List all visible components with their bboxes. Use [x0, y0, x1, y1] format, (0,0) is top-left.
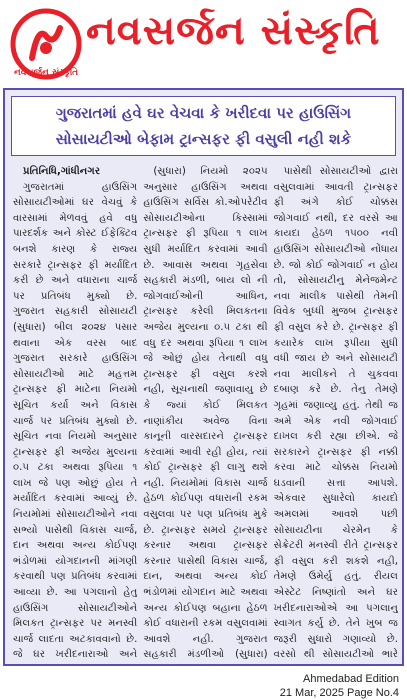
news-article — [3, 88, 404, 666]
article-column-3-text: પાસેથી સોસાયટીઓ દ્વારા વસુલવામાં આવતી ટ્રાન્સફર ફી અંગે કોઈ ચોક્કસ જોગવાઈ નથી, દર વરસે આ કાયદા હેઠળ ૧૫૦૦ નવી હાઉસિંગ સોસાયટીઓ નોંધાય છે. જો કોઈ જોગવાઈ ન હોય તો, સોસાયટીનુ મેનેજમેન્ટ નવા માલીક પાસેથી તેમની વિવેક બુધ્ધી મુજબ ટ્રાન્સફર ફી વસુલ કરે છે. ટ્રાન્સફર ફી કયારેક લાખ રૂપીયા સુધી વધી જાય છે અને સોસાયટી નવા માલીકને તે ચુકવવા દબાણ કરે છે. તેનુ તેમણે ગૃહમાં જણાવ્યુ હતું. તેથી જ અમે એક નવી જોગવાઈ દાખલ કરી રહ્યા છીએ. જે સરકારને ટ્રાન્સફર ફી નક્કી કરવા માટે ચોક્કસ નિયમો ઘડવાની સત્તા આપશે. એકવાર સુધારેલો કાયદો અમલમાં આવશે પછી સોસાયટીના ચેરમેન કે સેક્રેટરી મનસ્વી રીતે ટ્રાન્સફર ફી વસુલ કરી શકશે નહી, તેમણે ઉમેર્યુ હતું. રીયલ એસ્ટેટ નિષ્ણાંતો અને ઘર ખરીદનારાઓએ આ પગલાનુ સ્વાગત કર્યુ છે. તેને ખુબ જ જરૂરી સુધારો ગણાવ્યો છે. વરસો થી સોસાયટીઓ ભારે — [273, 166, 398, 661]
headline-line-1: ગુજરાતમાં હવે ઘર વેચવા કે ખરીદવા પર હાઉસિંગ — [55, 104, 352, 122]
edition-date-page: 21 Mar, 2025 Page No.4 — [279, 687, 399, 699]
article-columns — [13, 164, 398, 662]
article-column-3 — [274, 164, 398, 662]
article-column-1 — [13, 164, 137, 662]
masthead-subtitle: નવસર્જન સંસ્કૃતિ — [14, 68, 79, 78]
article-column-2 — [143, 164, 267, 662]
article-column-1-text: ગુજરાતમાં હાઉસિંગ સોસાયટીઓમાં ઘર વેચવું કે વારસામાં મેળવવું હવે વધુ પારદર્શક અને કોસ્ટ ઈફેક્ટિવ બનશે કારણ કે રાજ્ય સરકારે ટ્રાન્સફર ફી મર્યાદિત કરી છે અને વધારાના ચાર્જ પર પ્રતિબંધ મુક્યો છે. ગુજરાત સહકારી સોસાયટી (સુધારા) બીલ ૨૦૨૪ પસાર થવાના એક વરસ બાદ ગુજરાત સરકારે હાઉસિંગ સોસાયટીઓ માટે મહત્તમ ટ્રાન્સફર ફી માટેના નિયમો સૂચિત કર્યા અને વિકાસ ચાર્જ પર પ્રતિબંધ મુક્યો છે. સૂચિત નવા નિયમો અનુસાર ટ્રાન્સફર ફી અજેય મુલ્યના ૦.૫ ટકા અથવા રૂપિયા ૧ લાખ જે પણ ઓછું હોય તે મર્યાદિત કરવામાં આવ્યું છે. નિયમોમાં સોસાયટીઓને નવા સભ્યો પાસેથી વિકાસ ચાર્જ, દાન અથવા અન્ય કોઈપણ ભંડોળમાં યોગદાનની માંગણી કરવાથી પણ પ્રતિબંધ કરવામાં આવ્યા છે. આ પગલાનો હેતુ હાઉસિંગ સોસાયટીઓને મિલકત ટ્રાન્સફર પર મનસ્વી ચાર્જ લાદતા અટકાવવાનો છે. જે ઘર ખરીદનારાઓ અને — [13, 181, 138, 661]
article-column-2-text: (સુધારા) નિયમો ૨૦૨૫ અનુસાર હાઉસિંગ અથવા હાઉસિંગ સર્વિસ કો.ઓપરેટીવ સોસાયટીઓના કિસ્સામાં ટ્રાન્સફર ફી રૂપિયા ૧ લાખ સુધી મર્યાદિત કરવામાં આવી છે. આવાસ અથવા ગૃહસેવા સહકારી મંડળી, બાય લો ની જોગવાઈઓની આધિન, ટ્રાન્સફર કરેલી મિલકતના અજેય મુલ્યના ૦.૫ ટકા થી વધુ દર અથવા રૂપિયા ૧ લાખ જે ઓછું હોય તેનાથી વધુ ટ્રાન્સફર ફી વસુલ કરશે નહી, સૂચનાથી જણાવાયુ છે કે જ્યાં કોઈ મિલકત નાણાંકીય અવેજ વિના કાનૂની વારસદારને ટ્રાન્સફર કરવામાં આવી રહી હોય, ત્યાં કોઈ ટ્રાન્સફર ફી લાગુ થશે નહી. નિયમોમાં વિકાસ ચાર્જ હેઠળ કોઈપણ વધારાની રકમ વસુલવા પર પણ પ્રતિબંધ મુકે છે. ટ્રાન્સફર સમયે ટ્રાન્સફર કરનાર અથવા ટ્રાન્સફર કરનાર પાસેથી વિકાસ ચાર્જ, દાન, અથવા અન્ય કોઈ ભંડોળમાં યોગદાન માટે અથવા અન્ય કોઈપણ બહાના હેઠળ કોઈ વધારાની રકમ વસુલવામાં આવશે નહી. ગુજરાત સહકારી મંડળીઓ (સુધારા) — [143, 166, 268, 661]
masthead — [0, 0, 407, 84]
dateline: પ્રતિનિધિ,ગાંધીનગર — [23, 166, 101, 177]
masthead-title: નવસર્જન સંસ્કૃતિ — [86, 8, 381, 54]
edition-info — [280, 672, 399, 700]
headline-line-2: સોસાયટીઓ બેફામ ટ્રાન્સફર ફી વસુલી નહી શકે — [55, 130, 352, 148]
headline-box — [11, 96, 396, 156]
edition-name: Ahmedabad Edition — [302, 673, 399, 685]
